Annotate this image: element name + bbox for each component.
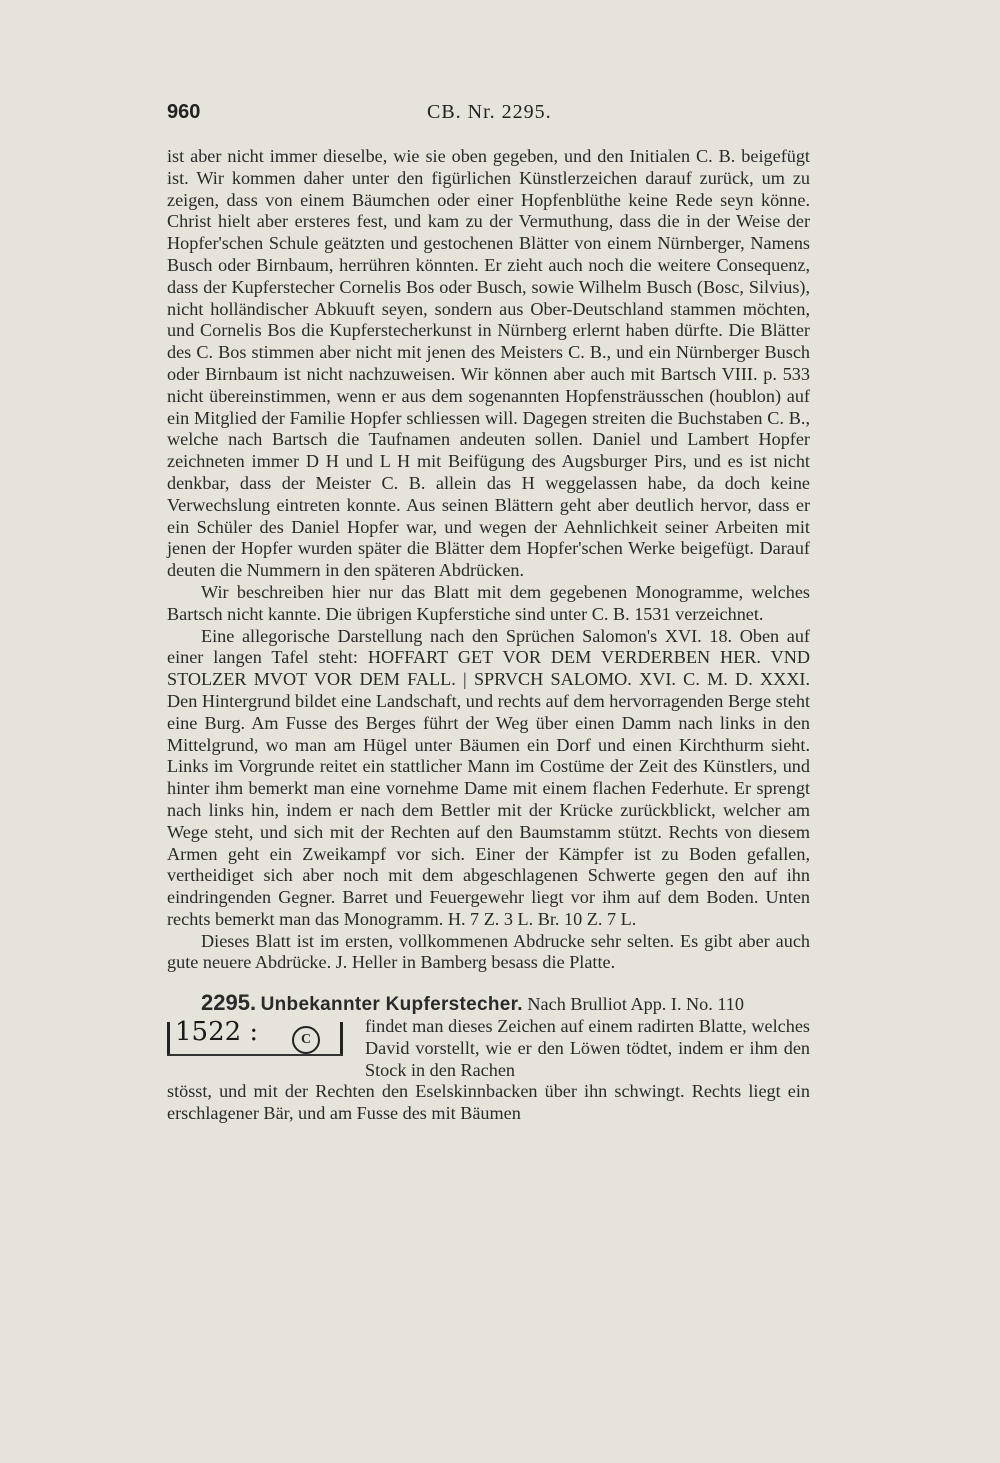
monogram-text: 1522 : <box>175 1017 259 1048</box>
entry-number: 2295. <box>201 990 257 1016</box>
page-header <box>167 101 812 129</box>
paragraph-2: Wir beschreiben hier nur das Blatt mit dem gegebenen Monogramme, welches Bartsch nicht kannte. Die übrigen Kupferstiche sind unter C. B. 1531 verzeichnet. <box>167 581 810 624</box>
entry-intro: Nach Brulliot App. I. No. 110 <box>527 994 744 1015</box>
entry-heading <box>167 992 810 1016</box>
entry-continuation: stösst, und mit der Rechten den Eselskinnbacken über ihn schwingt. Rechts liegt ein erschlagener Bär, und am Fusse des mit Bäumen <box>167 1081 810 1124</box>
body-text <box>167 146 810 1125</box>
paragraph-4: Dieses Blatt ist im ersten, vollkommenen Abdrucke sehr selten. Es gibt aber auch gute neuere Abdrücke. J. Heller in Bamberg besass die Platte. <box>167 930 810 973</box>
page-number: 960 <box>167 101 201 123</box>
entry-title: Unbekannter Kupferstecher. <box>260 994 523 1016</box>
paragraph-1: ist aber nicht immer dieselbe, wie sie oben gegeben, und den Initialen C. B. beigefügt ist. Wir kommen daher unter den figürlichen Künstlerzeichen darauf zurück, um zu zeigen, dass von einem Bäumchen oder einer Hopfenblüthe keine Rede seyn könne. Christ hielt aber ersteres fest, und kam zu der Vermuthung, dass die in der Weise der Hopfer'schen Schule geätzten und gestochenen Blätter von einem Nürnberger, Namens Busch oder Birnbaum, herrühren könnten. Er zieht auch noch die weitere Consequenz, dass der Kupferstecher Cornelis Bos oder Busch, sowie Wilhelm Busch (Bosc, Silvius), nicht holländischer Abkuuft seyen, sondern aus Ober-Deutschland stammen möchten, und Cornelis Bos die Kupferstecherkunst in Nürnberg erlernt haben dürfte. Die Blätter des C. Bos stimmen aber nicht mit jenen des Meisters C. B., und ein Nürnberger Busch oder Birnbaum ist nicht nachzuweisen. Wir können aber auch mit Bartsch VIII. p. 533 nicht übereinstimmen, wenn er aus dem sogenannten Hopfensträusschen (houblon) auf ein Mitglied der Familie Hopfer schliessen will. Dagegen streiten die Buchstaben C. B., welche nach Bartsch die Taufnamen andeuten sollen. Daniel und Lambert Hopfer zeichneten immer D H und L H mit Beifügung des Augsburger Pirs, und es ist nicht denkbar, dass der Meister C. B. allein das H weggelassen habe, da doch keine Verwechslung eintreten konnte. Aus seinen Blättern geht aber deutlich hervor, dass er ein Schüler des Daniel Hopfer war, und wegen der Aehnlichkeit seiner Arbeiten mit jenen der Hopfer wurden später die Blätter dem Hopfer'schen Werke beigefügt. Darauf deuten die Nummern in den späteren Abdrücken. <box>167 146 810 581</box>
monogram-c-icon: C <box>292 1026 320 1054</box>
monogram-image <box>167 1017 357 1058</box>
monogram-side-text: findet man dieses Zeichen auf einem radirten Blatte, welches David vorstellt, wie er den Löwen tödtet, indem er ihm den Stock in den Rachen <box>365 1016 810 1080</box>
paragraph-3: Eine allegorische Darstellung nach den Sprüchen Salomon's XVI. 18. Oben auf einer langen Tafel steht: HOFFART GET VOR DEM VERDERBEN HER. VND STOLZER MVOT VOR DEM FALL. | SPRVCH SALOMO. XVI. C. M. D. XXXI. Den Hintergrund bildet eine Landschaft, und rechts auf dem hervorragenden Berge steht eine Burg. Am Fusse des Berges führt der Weg über einen Damm nach links in den Mittelgrund, wo man am Hügel unter Bäumen ein Dorf und einen Kirchthurm sieht. Links im Vorgrunde reitet ein stattlicher Mann im Costüme der Zeit des Künstlers, und hinter ihm bemerkt man eine vornehme Dame mit einem flachen Federhute. Er sprengt nach links hin, indem er nach dem Bettler mit der Krücke zurückblickt, welcher am Wege steht, und sich mit der Rechten auf den Baumstamm stützt. Rechts von diesem Armen geht ein Zweikampf vor sich. Einer der Kämpfer ist zu Boden gefallen, vertheidiget sich aber noch mit dem abgeschlagenen Schwerte gegen den auf ihn eindringenden Gegner. Barret und Feuergewehr liegt vor ihm auf dem Boden. Unten rechts bemerkt man das Monogramm. H. 7 Z. 3 L. Br. 10 Z. 7 L. <box>167 625 810 929</box>
running-title: CB. Nr. 2295. <box>427 101 552 123</box>
monogram-row <box>167 1016 810 1081</box>
